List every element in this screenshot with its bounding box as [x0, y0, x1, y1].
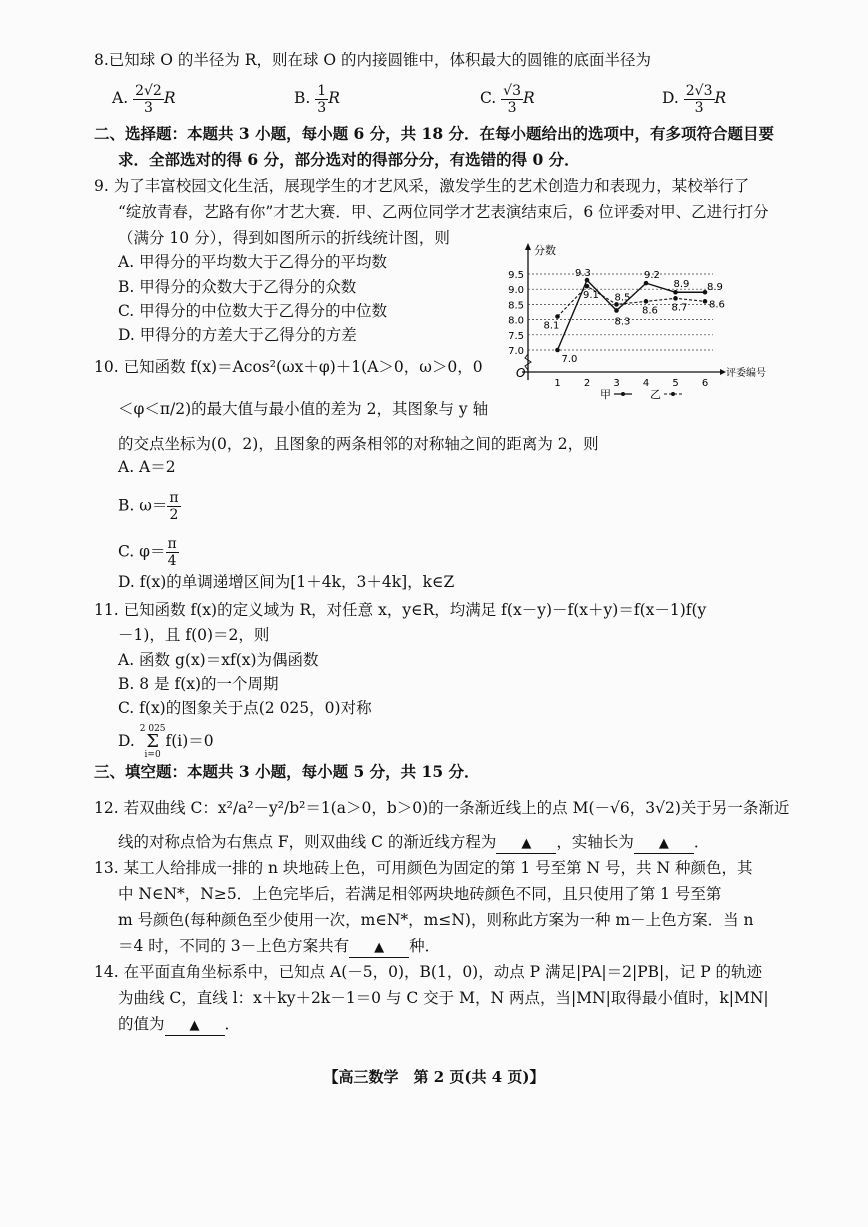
data-label: 8.9 — [707, 282, 723, 294]
q10-option-c: C. φ＝ $\frac{\pi}{4}$ — [118, 536, 177, 569]
data-label: 8.1 — [543, 320, 560, 332]
q8-option-b: B. $\frac{1}{3}$ R — [294, 82, 340, 116]
data-label: 7.0 — [561, 354, 578, 365]
data-point — [614, 308, 619, 313]
q13-line2: 中 N∈N*，N≥5．上色完毕后，若满足相邻两块地砖颜色不同，且只使用了第 1 号至第 — [118, 885, 722, 903]
score-line-chart — [500, 240, 785, 410]
q11-option-d: D. 2 025 Σ i=0f(i)＝0 — [118, 724, 214, 760]
q10-option-d: D. f(x)的单调递增区间为[1＋4k，3＋4k]，k∈Z — [118, 573, 455, 591]
data-point — [644, 281, 649, 286]
data-point — [673, 290, 678, 295]
answer-blank-2[interactable]: ▲ — [634, 835, 694, 854]
section-3-header: 三、填空题：本题共 3 小题，每小题 5 分，共 15 分． — [94, 762, 480, 781]
q10-option-a: A. A＝2 — [118, 458, 176, 476]
data-label: 8.5 — [614, 292, 631, 304]
q8-option-a: A. $\frac{2√2}{3}$ R — [112, 82, 176, 116]
legend-marker — [671, 392, 675, 396]
q8-option-c: C. $\frac{√3}{3}$ R — [480, 82, 535, 116]
x-tick-label: 5 — [672, 378, 679, 389]
q11-line2: －1)，且 f(0)＝2，则 — [118, 626, 270, 644]
section-2-header-line1: 二、选择题：本题共 3 小题，每小题 6 分，共 18 分．在每小题给出的选项中，有多项符合题目要 — [94, 124, 775, 143]
answer-blank-4[interactable]: ▲ — [165, 1017, 225, 1036]
y-tick-label: 8.5 — [508, 300, 524, 312]
data-point — [555, 314, 560, 319]
q10-line1: 10. 已知函数 f(x)＝Acos²(ωx＋φ)＋1(A＞0，ω＞0，0 — [94, 358, 483, 376]
y-tick-label: 8.0 — [508, 315, 524, 327]
q9-option-d: D. 甲得分的方差大于乙得分的方差 — [118, 326, 357, 344]
y-tick-label: 9.5 — [508, 270, 524, 281]
q11-line1: 11. 已知函数 f(x)的定义域为 R，对任意 x，y∈R，均满足 f(x－y)－f(x＋y)＝f(x－1)f(y — [94, 601, 707, 619]
data-point — [555, 348, 560, 353]
x-axis-label: 评委编号 — [726, 368, 766, 379]
legend-label: 乙 — [650, 388, 661, 401]
q14-line2: 为曲线 C，直线 l：x＋ky＋2k－1＝0 与 C 交于 M，N 两点，当|MN|取得最小值时，k|MN| — [118, 989, 769, 1007]
section-2-header-line2: 求．全部选对的得 6 分，部分选对的得部分分，有选错的得 0 分． — [118, 150, 580, 169]
q9-option-a: A. 甲得分的平均数大于乙得分的平均数 — [118, 253, 388, 271]
q13-line3: m 号颜色(每种颜色至少使用一次，m∈N*，m≤N)，则称此方案为一种 m－上色方案．当 n — [118, 911, 754, 929]
q10-option-c-prefix: C. φ＝ — [118, 542, 166, 561]
q10-option-b-prefix: B. ω＝ — [118, 496, 168, 515]
y-tick-label: 7.0 — [508, 346, 524, 357]
q10-option-b: B. ω＝ $\frac{\pi}{2}$ — [118, 490, 179, 523]
q14-line1: 14. 在平面直角坐标系中，已知点 A(－5，0)，B(1，0)，动点 P 满足|PA|＝2|PB|，记 P 的轨迹 — [94, 963, 763, 981]
y-tick-label: 9.0 — [508, 285, 524, 297]
x-tick-label: 4 — [642, 378, 650, 389]
data-label: 8.9 — [673, 279, 690, 291]
origin-label: O — [516, 366, 526, 380]
summation-symbol: 2 025 Σ i=0 — [139, 724, 166, 760]
y-tick-label: 7.5 — [508, 330, 524, 342]
x-tick-label: 1 — [554, 378, 561, 389]
q13-line4: ＝4 时，不同的 3－上色方案共有 ▲ 种． — [118, 934, 440, 958]
q10-line2: ＜φ＜π/2)的最大值与最小值的差为 2，其图象与 y 轴 — [118, 400, 489, 418]
q9-line3: （满分 10 分），得到如图所示的折线统计图，则 — [118, 229, 450, 247]
data-label: 8.6 — [709, 299, 725, 311]
q12-line2: 线的对称点恰为右焦点 F，则双曲线 C 的渐近线方程为 ▲ ，实轴长为 ▲ ． — [118, 830, 709, 854]
q9-line2: “绽放青春，艺路有你”才艺大赛．甲、乙两位同学才艺表演结束后，6 位评委对甲、乙进行打分 — [118, 203, 769, 221]
q11-option-a: A. 函数 g(x)＝xf(x)为偶函数 — [118, 651, 319, 669]
q13-line1: 13. 某工人给排成一排的 n 块地砖上色，可用颜色为固定的第 1 号至第 N 号，共 N 种颜色，其 — [94, 859, 753, 877]
legend-label: 甲 — [600, 388, 611, 401]
q14-line3: 的值为 ▲ ． — [118, 1012, 240, 1036]
answer-blank-1[interactable]: ▲ — [496, 835, 556, 854]
x-tick-label: 2 — [583, 378, 591, 389]
data-label: 8.3 — [614, 316, 631, 328]
y-axis-label: 分数 — [534, 244, 556, 257]
data-point — [703, 299, 708, 304]
x-tick-label: 6 — [701, 378, 709, 389]
data-point — [644, 299, 649, 304]
q11-option-c: C. f(x)的图象关于点(2 025，0)对称 — [118, 699, 372, 717]
q9-option-c: C. 甲得分的中位数大于乙得分的中位数 — [118, 302, 388, 320]
q8-stem: 8.已知球 O 的半径为 R，则在球 O 的内接圆锥中，体积最大的圆锥的底面半径为 — [94, 51, 652, 69]
q10-line3: 的交点坐标为(0，2)，且图象的两条相邻的对称轴之间的距离为 2，则 — [118, 435, 599, 453]
data-label: 8.7 — [671, 302, 688, 314]
answer-blank-3[interactable]: ▲ — [349, 939, 409, 958]
q9-option-b: B. 甲得分的众数大于乙得分的众数 — [118, 278, 357, 296]
q9-line1: 9. 为了丰富校园文化生活，展现学生的才艺风采，激发学生的艺术创造力和表现力，某校举行了 — [94, 177, 750, 195]
data-label: 8.6 — [642, 305, 658, 317]
data-label: 9.2 — [644, 270, 660, 282]
data-label: 9.1 — [583, 290, 599, 302]
x-tick-label: 3 — [613, 378, 620, 389]
data-point — [673, 296, 678, 301]
q8-options — [112, 78, 752, 118]
legend-marker — [621, 392, 625, 396]
series-line-jia — [558, 280, 706, 350]
data-point — [585, 284, 590, 289]
page-footer: 【高三数学 第 2 页(共 4 页)】 — [323, 1068, 545, 1086]
q11-option-b: B. 8 是 f(x)的一个周期 — [118, 675, 279, 693]
data-label: 9.3 — [575, 268, 591, 280]
q8-option-d: D. $\frac{2√3}{3}$ R — [662, 82, 727, 116]
y-axis-arrow — [525, 243, 531, 250]
q12-line1: 12. 若双曲线 C：x²/a²－y²/b²＝1(a＞0，b＞0)的一条渐近线上的点 M(－√6，3√2)关于另一条渐近 — [94, 799, 790, 817]
